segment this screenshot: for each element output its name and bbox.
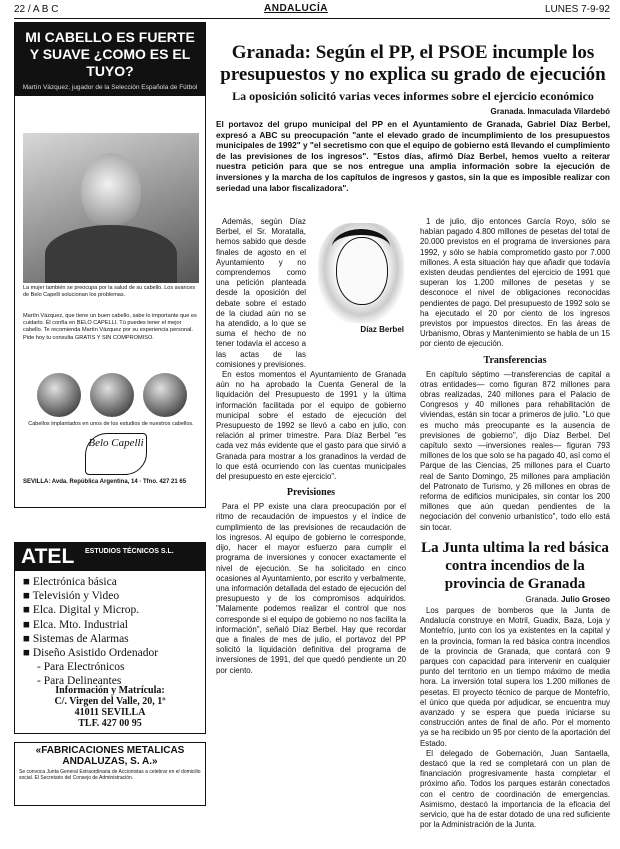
article-headline: Granada: Según el PP, el PSOE incumple los presupuestos y no explica su grado de ejecución xyxy=(220,42,606,85)
list-item: ■ Elca. Mto. Industrial xyxy=(23,618,129,631)
article2-author: Granada. Julio Groseo xyxy=(525,594,610,604)
fabricaciones-notice[interactable] xyxy=(14,742,206,806)
paragraph: El delegado de Gobernación, Juan Santaella, destacó que la red se completará con un plan de financiación progresivamente hasta completar el próximo año. Todos los parques estarán conectados con el centro de coordinación de emergencias. Asimismo, destacó la importancia de la eficacia del servicio, que ha de estar dotado de una red suficiente por la Administración de la Junta. xyxy=(420,748,610,830)
belo-capelli-logo: Belo Capelli xyxy=(85,433,147,475)
list-item: ■ Diseño Asistido Ordenador xyxy=(23,647,159,660)
atel-phone: TLF. 427 00 95 xyxy=(78,718,142,729)
notice-title: «FABRICACIONES METALICAS ANDALUZAS, S. A.» xyxy=(35,745,185,767)
portrait-face xyxy=(336,237,388,305)
ad-byline: Martín Vázquez, jugador de la Selección Española de Fútbol xyxy=(22,84,198,91)
ad-photo-caption: La mujer también se preocupa por la salud de su cabello. Los avances de Belo Capelli solucionan los problemas. xyxy=(23,285,196,298)
atel-info-title: Información y Matrícula: xyxy=(55,685,165,696)
ad-headline: MI CABELLO ES FUERTE Y SUAVE ¿COMO ES EL TUYO? xyxy=(25,29,195,79)
subheading: Transferencias xyxy=(483,354,547,366)
article-lead: El portavoz del grupo municipal del PP en el Ayuntamiento de Granada, Gabriel Díaz Berbel, expresó a ABC su preocupación "ante el elevado grado de incumplimiento de los presupuestos municipales de 1992" y "el secretismo con que el equipo de gobierno está llevando el cumplimiento de las previsiones de los ingresos". "Estos días, afirmó Díaz Berbel, hemos vuelto a reiterar nuestra petición para que se nos entregue una amplia información sobre la ejecución de inversiones y la marcha de los capítulos de ingresos y gastos, sin la que es imposible realizar con seriedad una labor fiscalizadora". xyxy=(216,119,610,193)
atel-subtitle: ESTUDIOS TÉCNICOS S.L. xyxy=(85,548,174,555)
page-header xyxy=(14,2,610,19)
ad-photo-face xyxy=(81,153,141,231)
ad-image-2 xyxy=(90,373,134,417)
paragraph: En capítulo séptimo —transferencias de capital a otras entidades— como figuran 872 millones para obras realizadas, 240 millones para el Palacio de Congresos y 40 millones para rehabilitación de viviendas, están sin tocar a primeros de julio. "Lo que es mucho más preocupante es la ausencia de previsiones de gobierno", dijo Díaz Berbel. Del capítulo sexto —inversiones reales— figuran 793 millones de los que solo se ha pagado 40, así como el Parque de las Ciencias, 25 millones para el Cuarto real de Santo Domingo, 25 millones para ampliación del Patronato de Turismo, y 26 millones en obras de reforma de edificios municipales, sin contar los 200 millones que aún quedan pendientes de la negociación del convenio urbanístico", todo ello está sin tocar. xyxy=(420,369,610,532)
ad-images xyxy=(37,373,187,417)
ad-image-1 xyxy=(37,373,81,417)
ad-headline-box xyxy=(15,23,205,96)
ad-copy xyxy=(23,313,199,342)
column-1 xyxy=(216,217,406,676)
subheading: Previsiones xyxy=(286,487,336,499)
list-item: ■ Elca. Digital y Microp. xyxy=(23,604,140,617)
list-item: ■ Televisión y Video xyxy=(23,590,120,603)
advertisements-column xyxy=(14,22,206,806)
paragraph: Para el PP existe una clara preocupación por el ritmo de recaudación de impuestos y el índice de cumplimiento de las previsiones de recaudación de los ingresos. Al equipo de gobierno le corresponde, dijo, hacer el mayor esfuerzo para cumplir el programa de inversiones y conocer exactamente el nivel de ejecución. Se ha solicitado en cinco ocasiones al Ayuntamiento, por escrito y verbalmente, una información detallada del estado de ejecución del presupuesto y de los compromisos adquiridos. "Malamente podemos realizar el control que nos corresponde si el equipo de gobierno no nos facilita la información", señaló Díaz Berbel. Hay que recordar que a finales de mes de julio, el portavoz del PP solicitó la liquidación definitiva del programa de inversiones de 1991, del que quedó pendiente un 20 por ciento. xyxy=(216,502,406,675)
ad-photo xyxy=(23,133,199,283)
ad-images-caption: Cabellos implantados en unos de los estudios de nuestros cabellos. xyxy=(28,421,194,427)
column-2 xyxy=(420,217,610,830)
paragraph: 1 de julio, dijo entonces García Royo, sólo se habían pagado 4.800 millones de pesetas del total de 20.000 previstos en el programa de inversiones para 1992, y sólo se había comprometido gasto por 7.000 millones. A esta situación hay que añadir que todavía existen deudas pendientes del ejercicio de 1991 que superan los 1.200 millones de pesetas y se desconoce el nivel de obligaciones reconocidas pendientes de pago. Del presupuesto de 1992 solo se ha ejecutado el 20 por ciento de los ingresos previstos por impuestos directos. En las áreas de Urbanismo, Obras y Mantenimiento se habla de un 15 por ciento de ejecución. xyxy=(420,217,610,349)
page-number: 22 / A B C xyxy=(14,4,59,15)
paragraph: En estos momentos el Ayuntamiento de Granada aún no ha aprobado la Cuenta General de la liquidación del Presupuesto de 1991 y la última información facilitada por el equipo de gobierno municipal sobre el estado de ejecución del Presupuesto de 1992 se llevó a cabo en julio, con relación al primer trimestre. Para Díaz Berbel "es cada vez más evidente que el gasto para que sirvió a Granada para mostrar a los granadinos la verdad de lo que está ocurriendo con las cuentas municipales del presupuesto en este ejercicio". xyxy=(216,370,406,482)
article2-headline: La Junta ultima la red básica contra incendios de la provincia de Granada xyxy=(421,539,609,592)
paragraph: Los parques de bomberos que la Junta de Andalucía construye en Motril, Guadix, Baza, Loja y Montefrío, junto con los ya existentes en la capital y en la provincia, forman la red básica contra incendios de la provincia de Granada, que contará con 9 parques con capacidad para intervenir en cualquier punto del territorio en un tiempo máximo de media hora. La inversión total supera los 1.200 millones de pesetas. El proyecto técnico de parque de Montefrío, el único que queda por adjudicar, se encuentra muy avanzado y se espera que pueda iniciarse su construcción antes de final de año. Por el momento ya se ha recibido un 95 por ciento de la aportación del Estado. xyxy=(420,605,610,748)
atel-ad[interactable] xyxy=(14,542,206,734)
atel-address: C/. Virgen del Valle, 20, 1º xyxy=(54,696,166,707)
paragraph: Además, según Díaz Berbel, el Sr. Moratalla, hemos sabido que desde finales de agosto en el Ayuntamiento y no comprendemos como una petición planteada desde la oposición del debate sobre el estado de la ciudad aún no se ha atendido, a lo que se suma el hecho de no tener todavía el acceso a las actas de las comisiones y previsiones. xyxy=(216,217,306,369)
ad-address: SEVILLA: Avda. República Argentina, 14 · Tfno. 427 21 65 xyxy=(23,479,187,485)
atel-contact xyxy=(15,685,205,729)
section-title: ANDALUCÍA xyxy=(264,3,328,14)
article-author: Granada. Inmaculada Vilardebó xyxy=(490,107,610,116)
list-item: ■ Electrónica básica xyxy=(23,576,117,588)
list-item: - Para Delineantes xyxy=(37,675,122,688)
atel-postcode: 41011 SEVILLA xyxy=(74,707,146,718)
ad-image-3 xyxy=(143,373,187,417)
list-item: - Para Electrónicos xyxy=(37,661,125,674)
ad-copy-text: Martín Vázquez, que tiene un buen cabello, sabe lo importante que es cuidarlo. Él confía en BELO CAPELLI. Tú puedes tener el mejor cabello. Te recomienda Martín Vázquez por su experiencia personal. Pide hoy tu consulta GRATIS Y SIN COMPROMISO. xyxy=(23,313,197,341)
notice-text: Se convoca Junta General Extraordinaria de Accionistas a celebrar en el domicilio social. El Secretario del Consejo de Administración. xyxy=(19,769,201,781)
article-area xyxy=(216,22,610,830)
atel-logo: ATEL xyxy=(21,545,75,568)
portrait-illustration xyxy=(318,223,404,323)
list-item: ■ Sistemas de Alarmas xyxy=(23,632,129,645)
atel-brand xyxy=(15,543,205,571)
portrait-caption: Díaz Berbel xyxy=(360,325,404,334)
article-subhead: La oposición solicitó varias veces informes sobre el ejercicio económico xyxy=(232,89,594,103)
belo-capelli-ad[interactable] xyxy=(14,22,206,508)
ad-photo-body xyxy=(45,225,177,283)
issue-date: LUNES 7-9-92 xyxy=(544,4,610,15)
atel-course-list xyxy=(23,575,205,689)
